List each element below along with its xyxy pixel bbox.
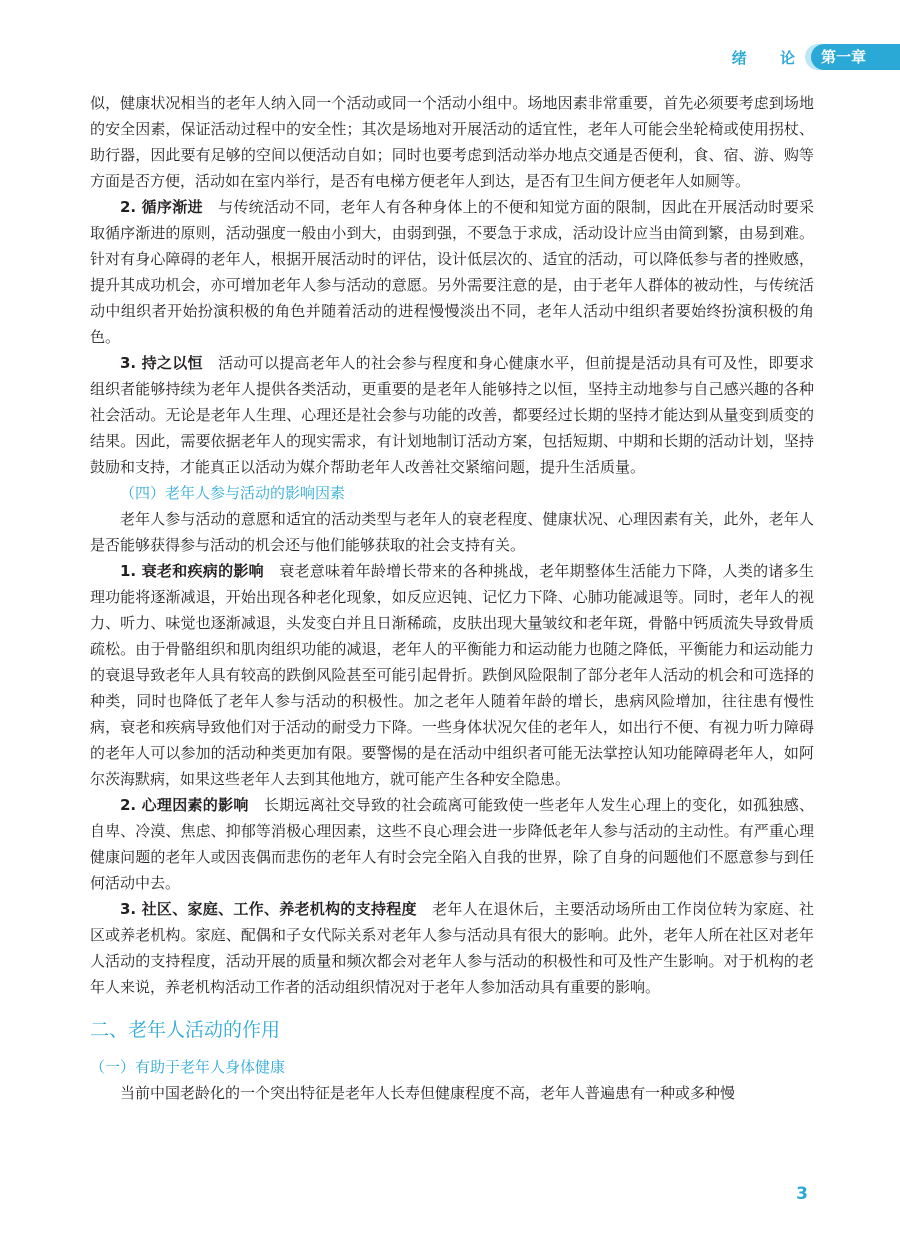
paragraph: 似，健康状况相当的老年人纳入同一个活动或同一个活动小组中。场地因素非常重要，首先必须要考虑到场地的安全因素，保证活动过程中的安全性；其次是场地对开展活动的适宜性，老年人可能会坐轮椅或使用拐杖、助行器，因此要有足够的空间以便活动自如；同时也要考虑到活动举办地点交通是否便利，食、宿、游、购等方面是否方便，活动如在室内举行，是否有电梯方便老年人到达，是否有卫生间方便老年人如厕等。 [90,94,814,190]
paragraph-text: 长期远离社交导致的社会疏离可能致使一些老年人发生心理上的变化，如孤独感、自卑、冷漠、焦虑、抑郁等消极心理因素，这些不良心理会进一步降低老年人参与活动的主动性。有严重心理健康问题的老年人或因丧偶而悲伤的老年人有时会完全陷入自我的世界，除了自身的问题他们不愿意参与到任何活动中去。 [90,796,814,892]
paragraph [90,558,814,792]
paragraph-text: 衰老意味着年龄增长带来的各种挑战，老年期整体生活能力下降，人类的诸多生理功能将逐渐减退，开始出现各种老化现象，如反应迟钝、记忆力下降、心肺功能减退等。同时，老年人的视力、听力、味觉也逐渐减退，头发变白并且日渐稀疏，皮肤出现大量皱纹和老年斑，骨骼中钙质流失导致骨质疏松。由于骨骼组织和肌肉组织功能的减退，老年人的平衡能力和运动能力也随之降低，平衡能力和运动能力的衰退导致老年人具有较高的跌倒风险甚至可能引起骨折。跌倒风险限制了部分老年人活动的机会和可选择的种类，同时也降低了老年人参与活动的积极性。加之老年人随着年龄的增长，患病风险增加，往往患有慢性病，衰老和疾病导致他们对于活动的耐受力下降。一些身体状况欠佳的老年人，如出行不便、有视力听力障碍的老年人可以参加的活动种类更加有限。要警惕的是在活动中组织者可能无法掌控认知功能障碍老年人，如阿尔茨海默病，如果这些老年人去到其他地方，就可能产生各种安全隐患。 [90,562,814,788]
page-number: 3 [796,1184,808,1204]
paragraph-text: 老年人在退休后，主要活动场所由工作岗位转为家庭、社区或养老机构。家庭、配偶和子女代际关系对老年人参与活动具有很大的影响。此外，老年人所在社区对老年人活动的支持程度，活动开展的质量和频次都会对老年人参与活动的积极性和可及性产生影响。对于机构的老年人来说，养老机构活动工作者的活动组织情况对于老年人参加活动具有重要的影响。 [90,900,814,996]
chapter-tab: 第一章 [811,44,900,70]
paragraph-text: 活动可以提高老年人的社会参与程度和身心健康水平，但前提是活动具有可及性，即要求组织者能够持续为老年人提供各类活动，更重要的是老年人能够持之以恒，坚持主动地参与自己感兴趣的各种社会活动。无论是老年人生理、心理还是社会参与功能的改善，都要经过长期的坚持才能达到从量变到质变的结果。因此，需要依据老年人的现实需求，有计划地制订活动方案，包括短期、中期和长期的活动计划，坚持鼓励和支持，才能真正以活动为媒介帮助老年人改善社交紧缩问题，提升生活质量。 [90,354,814,476]
subsection-heading: （四）老年人参与活动的影响因素 [120,484,346,502]
page-body [90,90,814,1106]
paragraph [90,896,814,1000]
paragraph [90,350,814,480]
paragraph: 老年人参与活动的意愿和适宜的活动类型与老年人的衰老程度、健康状况、心理因素有关，此外，老年人是否能够获得参与活动的机会还与他们能够获取的社会支持有关。 [90,510,814,554]
running-header [732,44,900,70]
section-heading: 二、老年人活动的作用 [90,1019,281,1041]
paragraph [90,194,814,350]
item-heading: 1. 衰老和疾病的影响 [120,562,264,580]
section-title: 绪 论 [731,48,809,67]
paragraph-text: 与传统活动不同，老年人有各种身体上的不便和知觉方面的限制，因此在开展活动时要采取循序渐进的原则，活动强度一般由小到大，由弱到强，不要急于求成，活动设计应当由简到繁，由易到难。针对有身心障碍的老年人，根据开展活动时的评估，设计低层次的、适宜的活动，可以降低参与者的挫败感，提升其成功机会，亦可增加老年人参与活动的意愿。另外需要注意的是，由于老年人群体的被动性，与传统活动中组织者开始扮演积极的角色并随着活动的进程慢慢淡出不同，老年人活动中组织者要始终扮演积极的角色。 [90,198,814,346]
paragraph [90,792,814,896]
item-heading: 2. 心理因素的影响 [120,796,249,814]
paragraph: 当前中国老龄化的一个突出特征是老年人长寿但健康程度不高，老年人普遍患有一种或多种慢 [120,1084,736,1102]
item-heading: 3. 持之以恒 [120,354,203,372]
item-heading: 3. 社区、家庭、工作、养老机构的支持程度 [120,900,417,918]
item-heading: 2. 循序渐进 [120,198,203,216]
subsection-heading: （一）有助于老年人身体健康 [90,1058,286,1076]
